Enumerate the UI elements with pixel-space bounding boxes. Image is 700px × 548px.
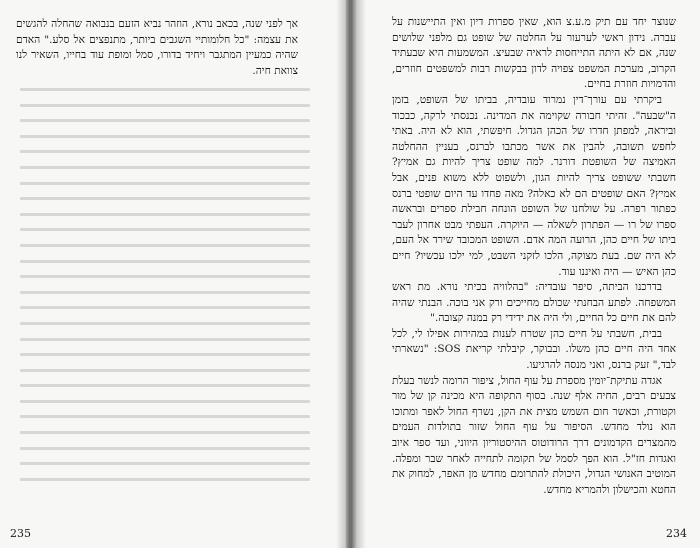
right-paragraph-3: בדרכנו הביתה, סיפר עובדיה: "בהלוויה בכיתי נורא. מת ראש המשפחה. לפתע הבחנתי שכולם מחייכים ורק אני בוכה. הבנתי שהיה להם את חיים כל החיים, ולי היה את ידידי רק במנה קצובה.": [392, 281, 676, 325]
bleed-through-text: [20, 88, 310, 508]
right-paragraph-2: ביקרתי עם עורך־דין נמרוד עובדיה, בביתו של השופט, בזמן ה"שבעה". זהיתי חבורה שקוימה את המדינה. נכנסתי לרקה, כבכוד וביראה, למפתן חדרו של הכהן הגדול. חיפשתי, הוא לא היה. באתי לחפש תשובה, להבין את אשר מכתבו לברנס, בעניין ההחלטה האמיצה של השופטת דורנר. למה שופט צריך להיות גם אמיץ? חשבתי ששופט צריך להיות הגון, ולשפוט ללא משוא פנים, אבל אמיץ? האם שופטים הם לא כאלה? מאה פחדו עד היום שופטי ברנס כפתור רפרה. על שולחנו של השופט הונחה חבילת ספרים ובראשה ספרו של רו — הפתרון לשאלה — היוקרה. העפתי מבט אחרון לעבר ביתו של חיים כהן, הרועה המה אדם. השופט המכובד שירד אל העם, לא היה שם. בעת מצוקה, הלכו לזקני השבט, למי ילכו עכשיו? חיים כהן האיש — היה ואיננו עוד.: [392, 93, 676, 278]
left-page-text: [16, 17, 298, 79]
right-page-text: [392, 15, 676, 498]
book-spine-shadow: [336, 0, 366, 548]
right-paragraph-4: בבית, חשבתי על חיים כהן שטרח לענות במהירות אפילו לי, לכל אחד היה חיים כהן משלו. ובבוקר, קיבלתי קריאת SOS: "נשארתי לבד," זעק ברנס, ואני מנסה להרגיעו.: [392, 327, 676, 372]
right-paragraph-5: אגדה עתיקת־יומין מספרת על עוף החול, ציפור הרומה לנשר בעלת צבעים רבים, החיה אלף שנה. בסוף התקופה היא מכינה קן של מור וקטורת, וכאשר חום השמש מצית את הקן, נשרף החול לאפר ומתוכו הוא נולד מחדש. הסיפור על עוף החול שזור בתולדות העמים מהמצרים הקדמונים דרך הרודוטוס ההיסטוריון היווני, ועד ספר איוב ואגדות חז"ל. הוא הפך לסמל של תקומה לתחייה לאחר שבר ומפלה. המוטיב האנושי הגדול, היכולת להתרומם מחדש מן האפר, למחוק את החטא והכישלון ולהמריא מחדש.: [392, 374, 676, 496]
right-page: [350, 0, 700, 548]
right-paragraph-1: שנוצר יחד עם תיק מ.ע.צ הוא, שאין ספרות דיון ואין התיישנות על עברה. נידון ראשי לערעור על החלטה של שופט גם מלפני שלושים שנה, אם לא היתה התייחסות לראיה שבעיצ. המשמעות היא שבעתיד הקרוב, מערכת המשפט צפויה לדון בבקשות רבות למשפטים חוזרים, והדמויות חוזרת בחיים.: [392, 16, 676, 91]
page-number: 235: [10, 527, 31, 540]
left-paragraph-1: אך לפני שנה, בכאב נורא, הוזהר נביא הזעם בנבואה שהחלה להגשים את עצמה: "כל חלומותיי השגבים ביותר, מתנפצים אל סלע." האדם שהיה כמעיין המתגבר ויחיד בדורו, סמל ומופת עוד בחייו, השאיר לנו צוואת חיה.: [16, 18, 298, 77]
left-page: [0, 0, 346, 548]
page-number: 234: [666, 527, 687, 540]
